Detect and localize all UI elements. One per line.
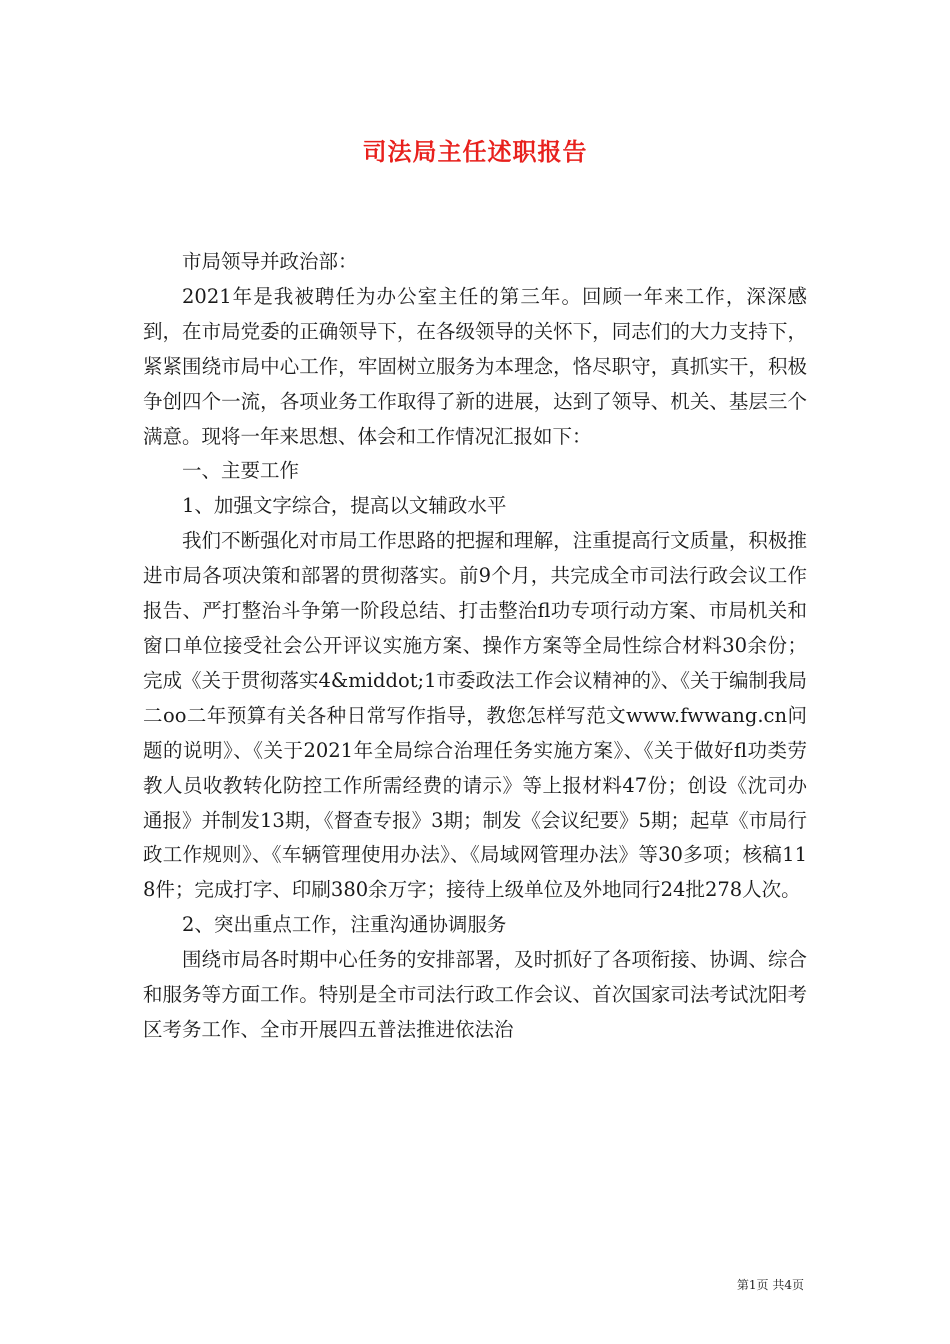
document-body [143,245,807,1048]
salutation: 市局领导并政治部： [182,250,358,273]
paragraph: 2021年是我被聘任为办公室主任的第三年。回顾一年来工作，深深感到，在市局党委的正确领导下，在各级领导的关怀下，同志们的大力支持下，紧紧围绕市局中心工作，牢固树立服务为本理念，恪尽职守，真抓实干，积极争创四个一流，各项业务工作取得了新的进展，达到了领导、机关、基层三个满意。现将一年来思想、体会和工作情况汇报如下： [143,284,807,448]
subsection-heading: 1、加强文字综合，提高以文辅政水平 [182,494,507,518]
document-title: 司法局主任述职报告 [362,137,588,166]
paragraph: 我们不断强化对市局工作思路的把握和理解，注重提高行文质量，积极推进市局各项决策和部署的贯彻落实。前9个月，共完成全市司法行政会议工作报告、严打整治斗争第一阶段总结、打击整治fl功专项行动方案、市局机关和窗口单位接受社会公开评议实施方案、操作方案等全局性综合材料30余份；完成《关于贯彻落实4&middot;1市委政法工作会议精神的》、《关于编制我局二oo二年预算有关各种日常写作指导，教您怎样写范文www.fwwang.cn问题的说明》、《关于2021年全局综合治理任务实施方案》、《关于做好fl功类劳教人员收教转化防控工作所需经费的请示》等上报材料47份；创设《沈司办通报》并制发13期，《督查专报》3期；制发《会议纪要》5期；起草《市局行政工作规则》、《车辆管理使用办法》、《局域网管理办法》等30多项；核稿118件；完成打字、印刷380余万字；接待上级单位及外地同行24批278人次。 [143,529,808,902]
subsection-heading: 2、突出重点工作，注重沟通协调服务 [182,913,507,937]
page-number-footer: 第1页 共4页 [736,1278,804,1292]
section-heading: 一、主要工作 [182,459,300,483]
paragraph: 围绕市局各时期中心任务的安排部署，及时抓好了各项衔接、协调、综合和服务等方面工作。特别是全市司法行政工作会议、首次国家司法考试沈阳考区考务工作、全市开展四五普法推进依法治 [143,948,807,1041]
